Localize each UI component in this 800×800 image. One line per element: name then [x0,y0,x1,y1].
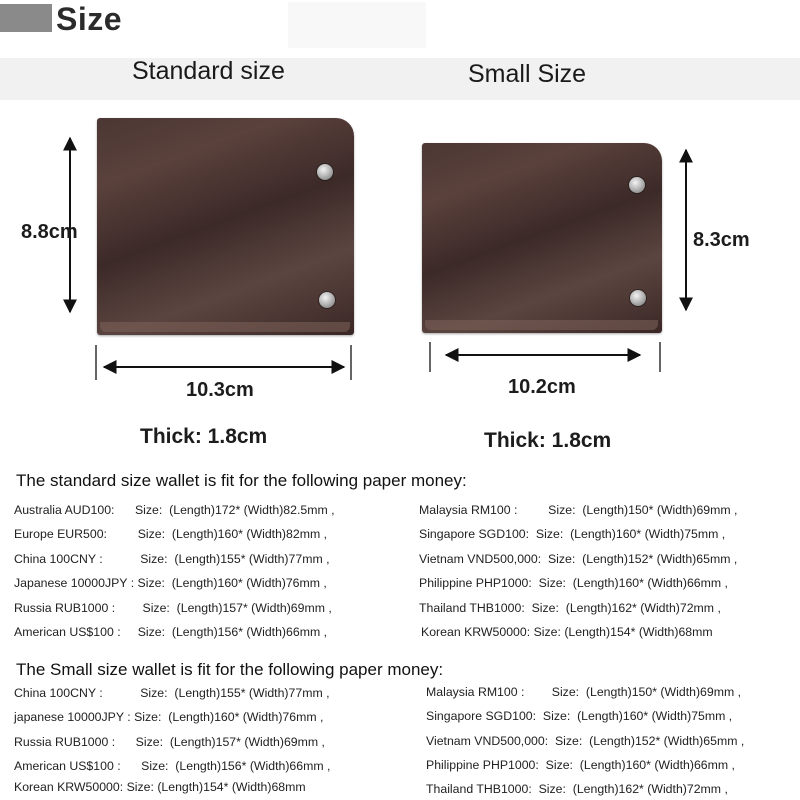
standard-size-heading: Standard size [132,57,285,85]
list-item: Singapore SGD100: Size: (Length)160* (Width)75mm , [426,709,733,723]
list-item: Vietnam VND500,000: Size: (Length)152* (Width)65mm , [426,734,745,748]
list-item: Philippine PHP1000: Size: (Length)160* (Width)66mm , [426,758,735,772]
list-item: American US$100 : Size: (Length)156* (Width)66mm , [14,625,328,639]
list-item: japanese 10000JPY : Size: (Length)160* (Width)76mm , [14,710,324,724]
small-height-label: 8.3cm [693,229,750,251]
list-item: American US$100 : Size: (Length)156* (Width)66mm , [14,759,331,773]
list-item: Singapore SGD100: Size: (Length)160* (Width)75mm , [419,527,726,541]
list-item: Thailand THB1000: Size: (Length)162* (Width)72mm , [419,601,721,615]
standard-height-label: 8.8cm [21,221,78,243]
small-list-title: The Small size wallet is fit for the following paper money: [16,660,444,679]
small-thickness-label: Thick: 1.8cm [484,429,612,452]
list-item: Australia AUD100: Size: (Length)172* (Width)82.5mm , [14,503,335,517]
small-width-label: 10.2cm [508,376,576,398]
list-item: Vietnam VND500,000: Size: (Length)152* (Width)65mm , [419,552,738,566]
list-item: Russia RUB1000 : Size: (Length)157* (Width)69mm , [14,601,332,615]
list-item: Japanese 10000JPY : Size: (Length)160* (Width)76mm , [14,576,327,590]
small-size-heading: Small Size [468,60,587,88]
standard-width-label: 10.3cm [186,379,254,401]
standard-list-title: The standard size wallet is fit for the following paper money: [16,471,467,490]
list-item: Europe EUR500: Size: (Length)160* (Width)82mm , [14,527,328,541]
standard-thickness-label: Thick: 1.8cm [140,425,268,448]
list-item: China 100CNY : Size: (Length)155* (Width)77mm , [14,552,330,566]
list-item: Korean KRW50000: Size: (Length)154* (Width)68mm [14,780,306,794]
list-item: China 100CNY : Size: (Length)155* (Width)77mm , [14,686,330,700]
list-item: Philippine PHP1000: Size: (Length)160* (Width)66mm , [419,576,728,590]
list-item: Thailand THB1000: Size: (Length)162* (Width)72mm , [426,782,728,796]
list-item: Russia RUB1000 : Size: (Length)157* (Width)69mm , [14,735,325,749]
page-title: Size [56,1,123,37]
list-item: Korean KRW50000: Size: (Length)154* (Width)68mm [421,625,713,639]
list-item: Malaysia RM100 : Size: (Length)150* (Width)69mm , [419,503,738,517]
list-item: Malaysia RM100 : Size: (Length)150* (Width)69mm , [426,685,742,699]
